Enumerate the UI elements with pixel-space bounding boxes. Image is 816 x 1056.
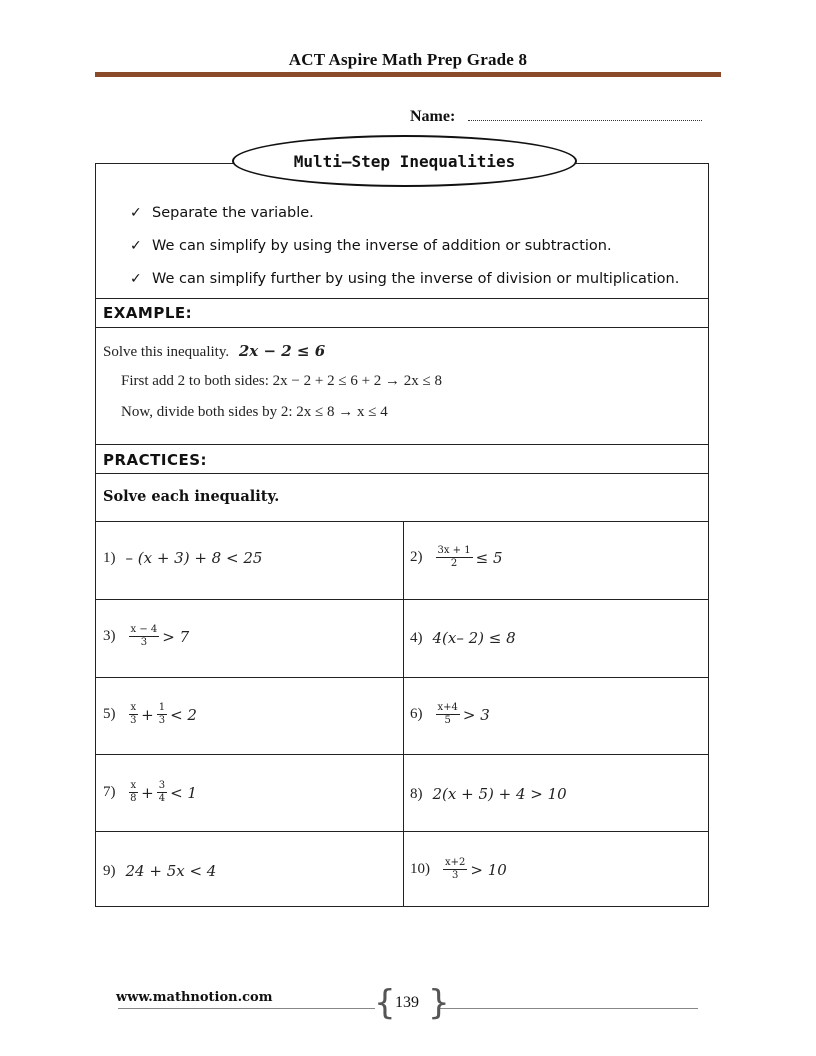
denominator: 3 [130, 715, 137, 726]
problem-expression: > 7 [162, 627, 190, 646]
fraction [129, 624, 160, 649]
fraction [443, 857, 467, 882]
grid-line [95, 599, 709, 600]
problem-2 [410, 545, 503, 570]
practices-heading: PRACTICES: [103, 451, 208, 469]
example-intro: Solve this inequality. [103, 344, 230, 360]
fraction [436, 545, 473, 570]
numerator: 3x + 1 [437, 545, 471, 556]
problem-6 [410, 702, 490, 727]
example-step-1: First add 2 to both sides: 2x − 2 + 2 ≤ 6 + 2 → 2x ≤ 8 [121, 373, 443, 389]
denominator: 8 [130, 793, 137, 804]
page-number: 139 [395, 994, 419, 1011]
problem-expression: 4(x– 2) ≤ 8 [432, 629, 516, 647]
check-icon: ✓ [130, 237, 142, 254]
fraction [436, 702, 460, 727]
problem-expression: 2(x + 5) + 4 > 10 [432, 785, 567, 803]
header-divider [95, 72, 721, 77]
example-step-2: Now, divide both sides by 2: 2x ≤ 8 → x ≤ 4 [121, 404, 388, 420]
problem-expression: 24 + 5x < 4 [125, 862, 217, 880]
footer-rule [440, 1008, 698, 1009]
problem-number: 1) [103, 549, 116, 566]
tip-item [130, 196, 679, 229]
problem-number: 8) [410, 785, 423, 802]
problem-expression: < 2 [170, 705, 197, 724]
problem-number: 3) [103, 628, 116, 644]
tip-text: We can simplify further by using the inverse of division or multiplication. [152, 270, 680, 287]
problem-expression: – (x + 3) + 8 < 25 [125, 549, 263, 567]
fraction [129, 702, 139, 727]
problem-10 [410, 857, 507, 882]
numerator: x+4 [437, 702, 458, 713]
operator: + [141, 783, 154, 802]
name-label: Name: [410, 108, 456, 125]
problem-number: 4) [410, 629, 423, 646]
divider [95, 298, 709, 299]
problem-3 [103, 624, 189, 649]
problem-1 [103, 549, 262, 567]
problem-number: 6) [410, 706, 423, 722]
denominator: 3 [452, 870, 459, 881]
divider [95, 327, 709, 328]
numerator: x − 4 [130, 624, 158, 635]
page-header-title: ACT Aspire Math Prep Grade 8 [288, 50, 528, 69]
divider [95, 444, 709, 445]
denominator: 2 [450, 558, 458, 569]
denominator: 3 [140, 637, 148, 648]
grid-line [95, 831, 709, 832]
problem-8 [410, 785, 567, 803]
problem-number: 10) [410, 861, 430, 877]
worksheet-title-banner [232, 135, 577, 187]
right-brace-icon: } [428, 983, 450, 1023]
problem-number: 9) [103, 862, 116, 879]
fraction [129, 780, 139, 805]
denominator: 3 [158, 715, 166, 726]
name-fill-line[interactable] [468, 120, 702, 121]
tip-item [130, 229, 679, 262]
left-brace-icon: { [374, 983, 396, 1023]
problem-expression: < 1 [170, 783, 197, 802]
problem-expression: > 3 [462, 705, 490, 724]
problem-expression: ≤ 5 [475, 548, 503, 567]
tip-text: We can simplify by using the inverse of addition or subtraction. [152, 237, 612, 254]
example-inequality: 2x − 2 ≤ 6 [238, 342, 326, 360]
footer-website-link[interactable]: www.mathnotion.com [116, 990, 273, 1005]
numerator: x [130, 780, 137, 791]
check-icon: ✓ [130, 204, 142, 221]
numerator: 1 [158, 702, 166, 713]
problem-number: 5) [103, 706, 116, 722]
worksheet-title: Multi–Step Inequalities [293, 151, 516, 171]
check-icon: ✓ [130, 270, 142, 287]
example-prompt [103, 342, 325, 361]
numerator: x [130, 702, 137, 713]
divider [95, 473, 709, 474]
problem-number: 7) [103, 784, 116, 800]
footer-rule [118, 1008, 375, 1009]
problem-7 [103, 780, 197, 805]
problem-4 [410, 629, 516, 647]
tip-text: Separate the variable. [152, 204, 314, 221]
operator: + [141, 705, 154, 724]
tips-list [130, 196, 679, 295]
practice-instruction: Solve each inequality. [103, 488, 280, 505]
denominator: 5 [444, 715, 451, 726]
grid-line [95, 677, 709, 678]
grid-line [95, 521, 709, 522]
fraction [157, 702, 167, 727]
problem-5 [103, 702, 197, 727]
problem-expression: > 10 [470, 860, 507, 879]
example-heading: EXAMPLE: [103, 304, 193, 322]
grid-divider [403, 521, 404, 907]
problem-9 [103, 862, 216, 880]
denominator: 4 [158, 793, 166, 804]
grid-line [95, 754, 709, 755]
numerator: 3 [158, 780, 166, 791]
problem-number: 2) [410, 549, 423, 565]
fraction [157, 780, 167, 805]
tip-item [130, 262, 679, 295]
numerator: x+2 [445, 857, 466, 868]
